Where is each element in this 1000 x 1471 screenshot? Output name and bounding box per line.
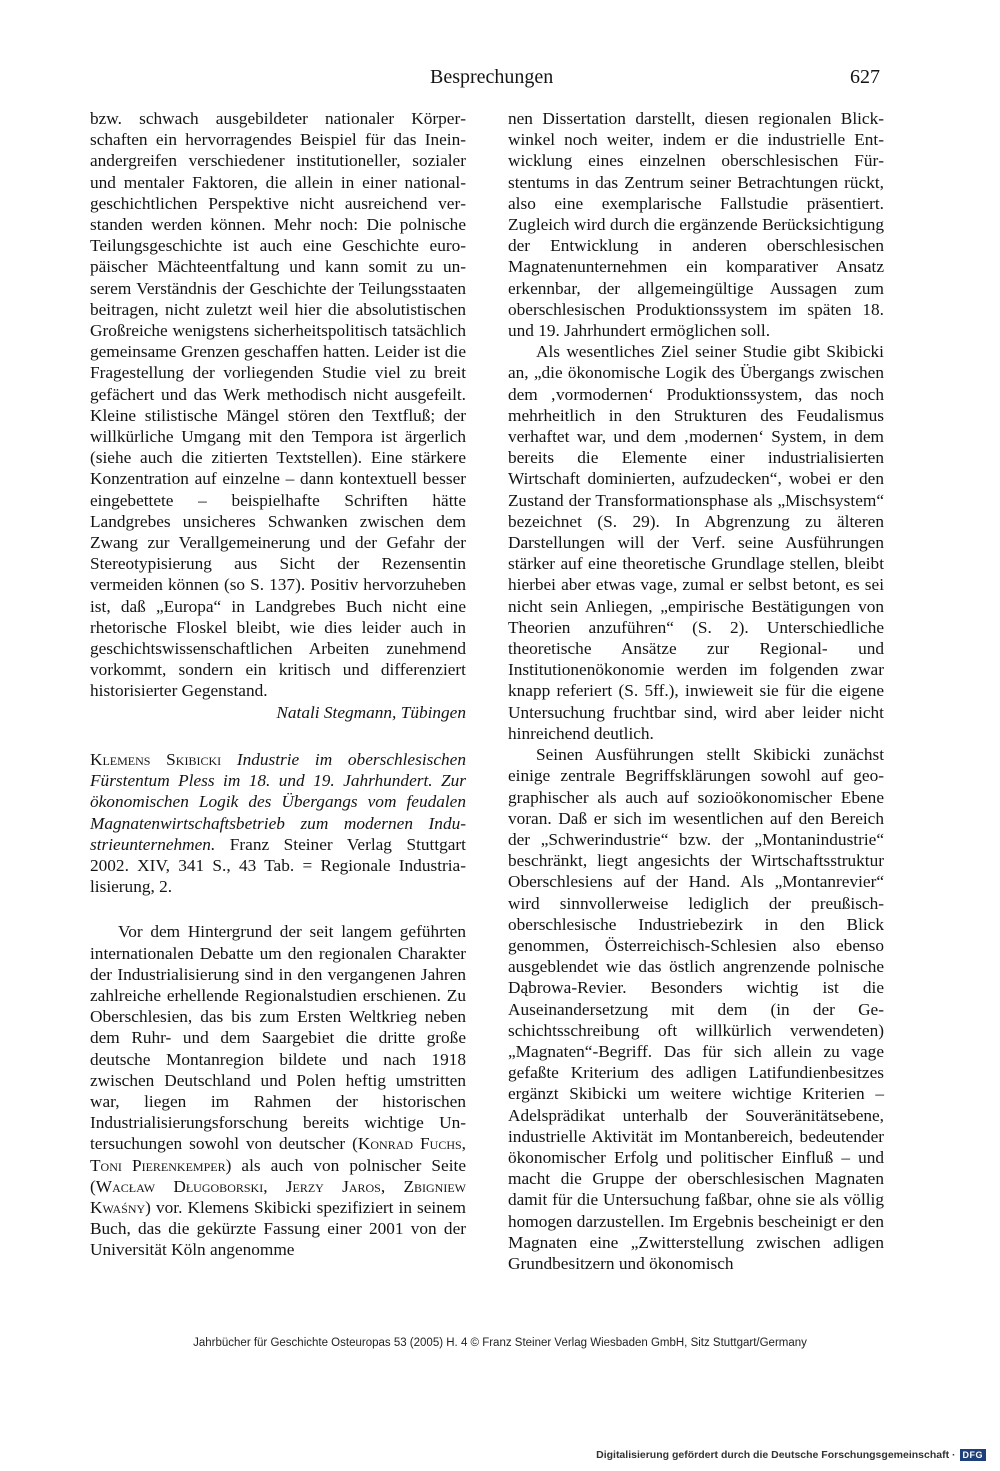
page-header bbox=[0, 66, 1000, 96]
digitization-text: Digitalisierung gefördert durch die Deutsche Forschungsgemeinschaft · bbox=[596, 1449, 956, 1461]
cited-author: Wacław Długoborski bbox=[95, 1176, 264, 1196]
dfg-logo-icon: DFG bbox=[960, 1449, 987, 1461]
book-publication-info: Franz Steiner Verlag Stuttgart 2002. XIV, 341 S., 43 Tab. = Regionale Industrialisierung, 2. bbox=[90, 834, 466, 897]
review-bibliographic-heading bbox=[90, 749, 466, 897]
right-column bbox=[508, 108, 884, 1274]
cited-author: Konrad Fuchs bbox=[357, 1134, 462, 1154]
left-column bbox=[90, 108, 466, 1261]
running-title: Besprechungen bbox=[430, 66, 554, 88]
reviewer-signature: Natali Stegmann, Tübingen bbox=[276, 702, 466, 722]
review-intro-paragraph: Vor dem Hintergrund der seit langem geführten internationalen Debatte um den regionalen Charakter der Industrialisierung sind in den vergangenen Jahren zahlreiche erhellende Regionalstudien erschienen. Zu Oberschlesien, das bis zum Ersten Weltkrieg neben dem Ruhr- und dem Saargebiet die dritte große deutsche Montanregion bildete und nach 1918 zwischen Deutschland und Polen heftig umstritten war, liegen im Rahmen der historischen Industrialisierungsforschung bereits wichtige Untersuchungen sowohl von deutscher (Konrad Fuchs, Toni Pierenkemper) als auch von polnischer Seite (Wacław Długoborski, Jerzy Jaros, Zbigniew Kwaśny) vor. Klemens Skibicki spezifiziert in seinem Buch, das die gekürzte Fassung einer 2001 von der Universität Köln angenomme bbox=[90, 922, 466, 1260]
right-paragraph-2: Als wesentliches Ziel seiner Studie gibt Skibicki an, „die ökonomische Logik des Übergangs zwischen dem ‚vormodernen‘ Produktionssystem, das noch mehrheitlich in den Strukturen des Feudalismus verhaftet war, und dem ‚modernen‘ System, in dem bereits die Elemente einer industrialisierten Wirtschaft dominierten, aufzudecken“, wobei er den Zustand der Transformationsphase als „Mischsystem“ bezeichnet (S. 29). In Abgrenzung zu älteren Darstellungen will der Verf. seine Ausführungen stärker auf eine theoretische Grundlage stellen, bleibt hierbei aber etwas vage, zumal er selbst betont, es sei nicht sein Anliegen, „empirische Bestätigungen von Theorien anzuführen“ (S. 2). Unterschiedliche theoretische Ansätze zur Regional- und Institutionenökonomie werden im folgenden zwar knapp referiert (S. 5ff.), inwieweit sie für die eigene Untersuchung fruchtbar sind, wird aber leider nicht hinreichend deutlich. bbox=[508, 342, 884, 743]
right-paragraph-1: nen Dissertation darstellt, diesen regionalen Blickwinkel noch weiter, indem er die industrielle Entwicklung eines einzelnen oberschlesischen Fürstentums in das Zentrum seiner Betrachtungen rückt, also eine exemplarische Fallstudie präsentiert. Zugleich wird durch die ergänzende Berücksichtigung der Entwicklung in anderen oberschlesischen Magnatenunternehmen ein komparativer Ansatz erkennbar, der allgemeingültige Aussagen zum oberschlesischen Produktionssystem im späten 18. und 19. Jahrhundert ermöglichen soll. bbox=[508, 109, 884, 341]
book-title: Industrie im oberschlesischen Fürstentum Pless im 18. und 19. Jahrhundert. Zur ökonomischen Logik des Übergangs vom feudalen Magnatenwirtschaftsbetrieb zum modernen Industrieunternehmen. bbox=[90, 749, 466, 854]
cited-author: Jerzy Jaros bbox=[285, 1176, 381, 1196]
page-number: 627 bbox=[850, 66, 880, 88]
cited-author: Zbigniew Kwaśny bbox=[90, 1176, 466, 1217]
review-continuation-paragraph: bzw. schwach ausgebildeter nationaler Körperschaften ein hervorragendes Beispiel für das Ineinandergreifen verschiedener institutioneller, sozialer und mentaler Faktoren, die allein in einer nationalgeschichtlichen Perspektive nicht ausreichend verstanden werden können. Mehr noch: Die polnische Teilungsgeschichte ist auch eine Geschichte europäischer Mächteentfaltung und kann somit zu unserem Verständnis der Geschichte der Teilungsstaaten beitragen, nicht zuletzt weil hier die absolutistischen Großreiche wenigstens sicherheitspolitisch tatsächlich gemeinsame Grenzen geschaffen hatten. Leider ist die Fragestellung der vorliegenden Studie viel zu breit gefächert und das Werk methodisch nicht ausgefeilt. Kleine stilistische Mängel stören den Textfluß; der willkürliche Umgang mit den Tempora ist ärgerlich (siehe auch die zitierten Textstellen). Eine stärkere Konzentration auf einzelne – dann kontextuell besser eingebettete – beispielhafte Schriften hätte Landgrebes unsicheres Schwanken zwischen dem Zwang zur Verallgemeinerung und der Gefahr der Stereotypisierung aus Sicht der Rezensentin vermeiden können (so S. 137). Positiv hervorzuheben ist, daß „Europa“ in Landgrebes Buch nicht eine rhetorische Floskel bleibt, wie dies leider auch in geschichtswissenschaftlichen Arbeiten zunehmend vorkommt, sondern ein kritisch und differenziert historisierter Gegenstand. bbox=[90, 109, 466, 701]
cited-author: Toni Pierenkemper bbox=[90, 1155, 226, 1175]
digitization-note bbox=[596, 1449, 986, 1461]
book-author: Klemens Skibicki bbox=[90, 749, 222, 769]
journal-footer: Jahrbücher für Geschichte Osteuropas 53 (2005) H. 4 © Franz Steiner Verlag Wiesbaden GmbH, Sitz Stuttgart/Germany bbox=[193, 1337, 807, 1349]
right-paragraph-3: Seinen Ausführungen stellt Skibicki zunächst einige zentrale Begriffsklärungen sowohl auf geographischer als auch auf sozioökonomischer Ebene voran. Daß er sich im wesentlichen auf den Bereich der „Schwerindustrie“ bzw. der „Montanindustrie“ beschränkt, liegt angesichts der Wirtschaftsstruktur Oberschlesiens auf der Hand. Als „Montanrevier“ wird sinnvollerweise lediglich der preußisch-oberschlesische Industriebezirk in den Blick genommen, Österreichisch-Schlesien also ebenso ausgeblendet wie das östlich angrenzende polnische Dąbrowa-Revier. Besonders wichtig ist die Auseinandersetzung mit dem (in der Geschichtsschreibung oft willkürlich verwendeten) „Magnaten“-Begriff. Das für sich allein zu vage gefaßte Kriterium des adligen Latifundienbesitzes ergänzt Skibicki um weitere wichtige Kriterien – Adelsprädikat unterhalb der Souveränitätsebene, industrielle Aktivität im Montanbereich, bedeutender ökonomischer Erfolg und politischer Einfluß – und macht die Gruppe der oberschlesischen Magnaten damit für die Untersuchung faßbar, ohne sie als völlig homogen darzustellen. Im Ergebnis bescheinigt er den Magnaten eine „Zwitterstellung zwischen adligen Grundbesitzern und ökonomisch bbox=[508, 745, 884, 1273]
